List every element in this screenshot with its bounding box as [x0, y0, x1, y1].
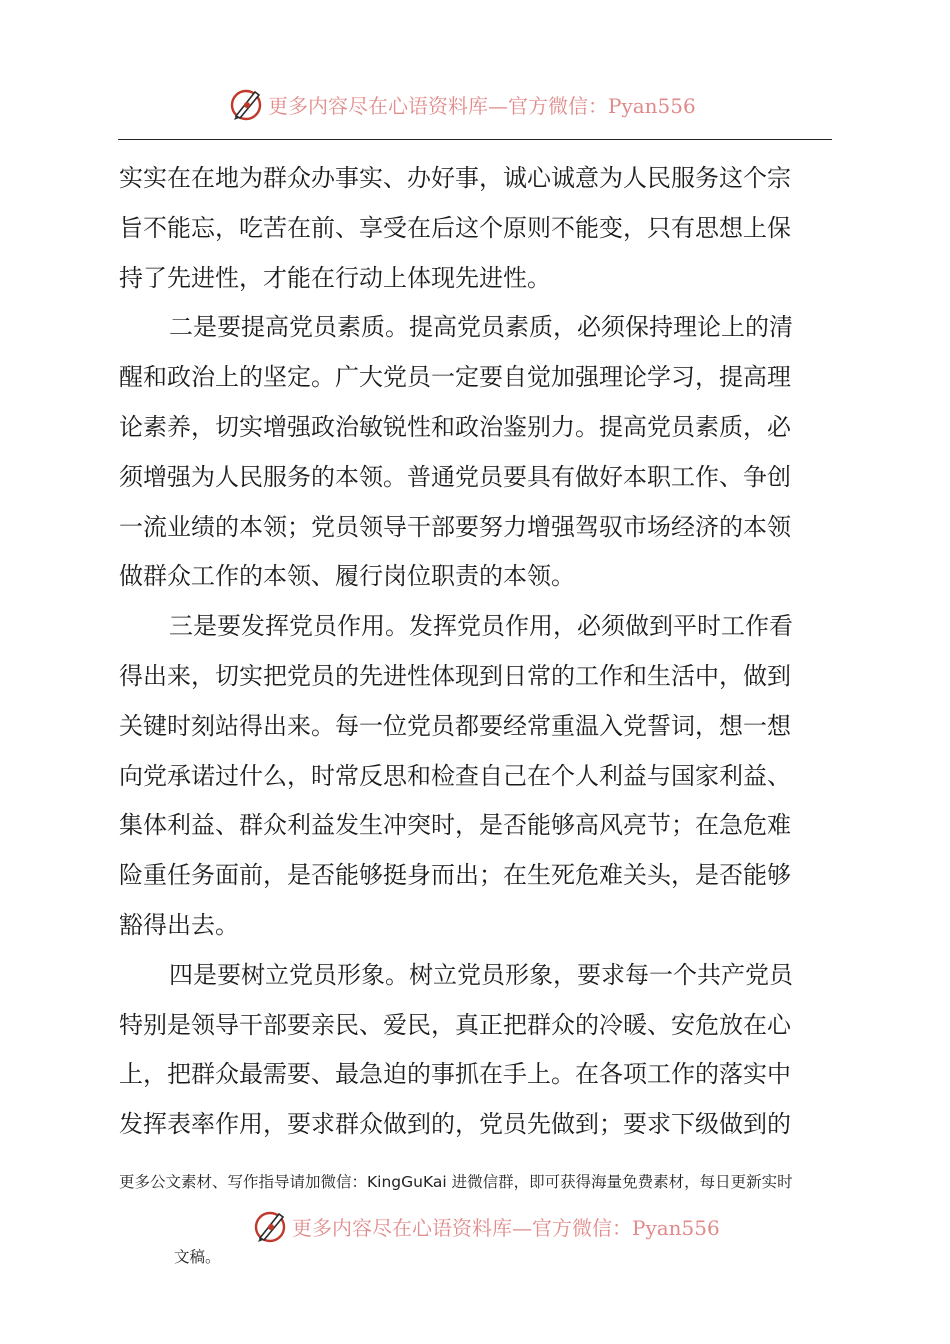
- text-line: 旨不能忘，吃苦在前、享受在后这个原则不能变，只有思想上保: [119, 213, 791, 242]
- text-line: 集体利益、群众利益发生冲突时，是否能够高风亮节；在急危难: [119, 811, 791, 840]
- paragraph: [119, 602, 833, 951]
- footer-note-tail: 文稿。: [174, 1248, 221, 1266]
- text-line: 须增强为人民服务的本领。普通党员要具有做好本职工作、争创: [119, 462, 791, 491]
- text-line: 二是要提高党员素质。提高党员素质，必须保持理论上的清: [169, 313, 793, 342]
- text-line: 关键时刻站得出来。每一位党员都要经常重温入党誓词，想一想: [119, 711, 791, 740]
- text-line: 三是要发挥党员作用。发挥党员作用，必须做到平时工作看: [169, 612, 793, 641]
- text-line: 发挥表率作用，要求群众做到的，党员先做到；要求下级做到的: [119, 1110, 791, 1139]
- footer-watermark-text: 更多内容尽在心语资料库—官方微信：Pyan556: [292, 1215, 720, 1240]
- text-line: 四是要树立党员形象。树立党员形象，要求每一个共产党员: [169, 960, 793, 989]
- header-watermark-banner: [0, 84, 950, 124]
- pen-circle-logo-icon: [252, 1208, 288, 1244]
- text-line: 向党承诺过什么，时常反思和检查自己在个人利益与国家利益、: [119, 761, 791, 790]
- paragraph: [119, 303, 833, 602]
- text-line: 豁得出去。: [119, 910, 239, 939]
- text-line: 特别是领导干部要亲民、爱民，真正把群众的冷暖、安危放在心: [119, 1010, 791, 1039]
- text-line: 论素养，切实增强政治敏锐性和政治鉴别力。提高党员素质，必: [119, 412, 791, 441]
- text-line: 持了先进性，才能在行动上体现先进性。: [119, 263, 551, 292]
- pen-circle-logo-icon: [228, 86, 264, 122]
- paragraph: [119, 951, 833, 1150]
- text-line: 一流业绩的本领；党员领导干部要努力增强驾驭市场经济的本领: [119, 512, 791, 541]
- text-line: 得出来，切实把党员的先进性体现到日常的工作和生活中，做到: [119, 661, 791, 690]
- header-watermark-text: 更多内容尽在心语资料库—官方微信：Pyan556: [268, 93, 696, 118]
- document-body: [119, 154, 833, 1150]
- text-line: 醒和政治上的坚定。广大党员一定要自觉加强理论学习，提高理: [119, 363, 791, 392]
- text-line: 险重任务面前，是否能够挺身而出；在生死危难关头，是否能够: [119, 861, 791, 890]
- text-line: 实实在在地为群众办事实、办好事，诚心诚意为人民服务这个宗: [119, 164, 791, 192]
- paragraph: [119, 154, 833, 303]
- footer-note: 更多公文素材、写作指导请加微信：KingGuKai 进微信群，即可获得海量免费素材，每日更新实时: [119, 1173, 793, 1191]
- text-line: 上，把群众最需要、最急迫的事抓在手上。在各项工作的落实中: [119, 1060, 791, 1089]
- header-divider: [118, 139, 832, 140]
- text-line: 做群众工作的本领、履行岗位职责的本领。: [119, 562, 575, 591]
- footer-watermark-banner: [0, 1206, 950, 1246]
